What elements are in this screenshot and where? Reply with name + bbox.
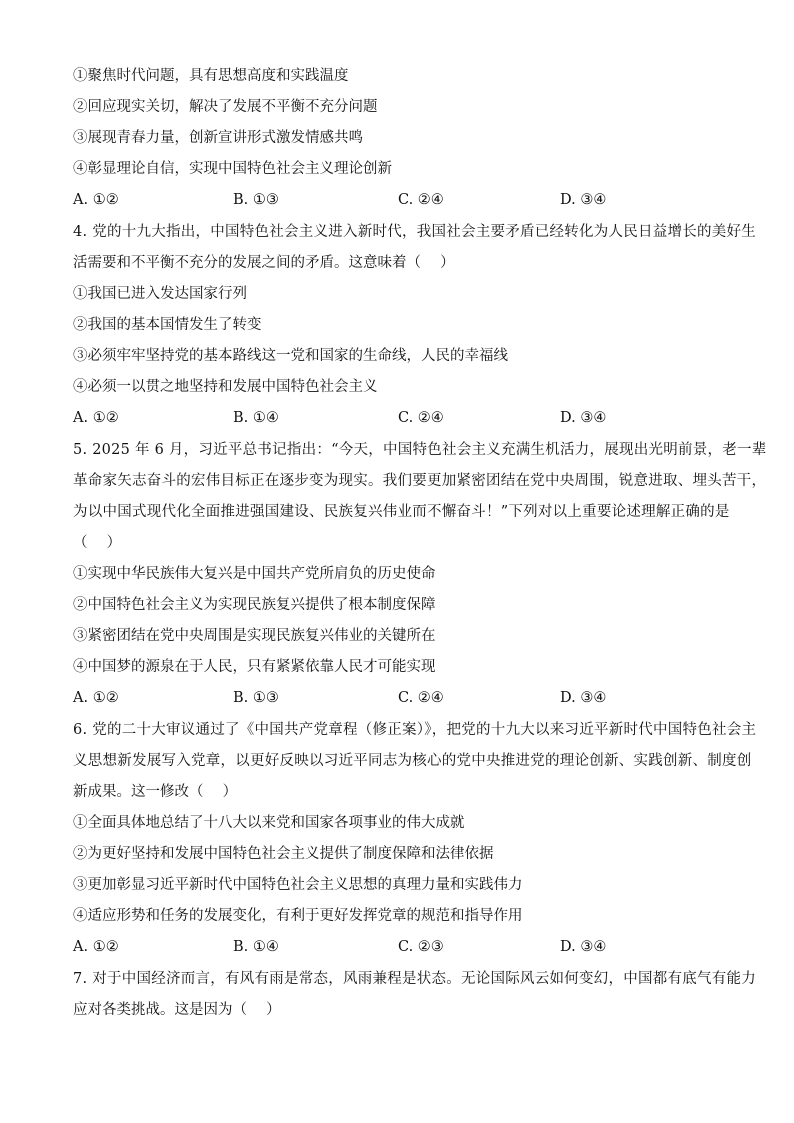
q5-stem-line-4: （ ）	[73, 535, 122, 551]
q7-stem-line-1: 7. 对于中国经济而言，有风有雨是常态，风雨兼程是状态。无论国际风云如何变幻，中国都有底气有能力	[73, 971, 756, 987]
q3-statement-1: ①聚焦时代问题，具有思想高度和实践温度	[73, 68, 349, 84]
q6-statement-2: ②为更好坚持和发展中国特色社会主义提供了制度保障和法律依据	[73, 846, 494, 862]
q5-stem-line-3: 为以中国式现代化全面推进强国建设、民族复兴伟业而不懈奋斗！”下列对以上重要论述理解正确的是	[73, 504, 730, 520]
q5-option-c[interactable]: C. ②④	[398, 690, 444, 706]
q3-statement-2: ②回应现实关切，解决了发展不平衡不充分问题	[73, 99, 378, 115]
q3-option-d[interactable]: D. ③④	[560, 192, 607, 208]
q4-option-d[interactable]: D. ③④	[560, 410, 607, 426]
q5-statement-1: ①实现中华民族伟大复兴是中国共产党所肩负的历史使命	[73, 566, 436, 582]
q4-option-a[interactable]: A. ①②	[73, 410, 119, 426]
q5-option-a[interactable]: A. ①②	[73, 690, 119, 706]
q3-option-c[interactable]: C. ②④	[398, 192, 444, 208]
q6-option-b[interactable]: B. ①④	[233, 939, 279, 955]
q3-option-a[interactable]: A. ①②	[73, 192, 119, 208]
q5-stem-line-2: 革命家矢志奋斗的宏伟目标正在逐步变为现实。我们要更加紧密团结在党中央周围，锐意进取、埋头苦干，	[73, 473, 767, 489]
q6-stem-line-3: 新成果。这一修改（ ）	[73, 784, 238, 800]
q6-option-c[interactable]: C. ②③	[398, 939, 444, 955]
q6-options	[73, 937, 733, 957]
q6-statement-4: ④适应形势和任务的发展变化，有利于更好发挥党章的规范和指导作用	[73, 908, 523, 924]
q4-statement-2: ②我国的基本国情发生了转变	[73, 317, 262, 333]
q5-option-b[interactable]: B. ①③	[233, 690, 279, 706]
q7-stem-line-2: 应对各类挑战。这是因为（ ）	[73, 1002, 281, 1018]
q5-statement-2: ②中国特色社会主义为实现民族复兴提供了根本制度保障	[73, 597, 436, 613]
q5-option-d[interactable]: D. ③④	[560, 690, 607, 706]
q4-options	[73, 408, 733, 428]
q6-statement-3: ③更加彰显习近平新时代中国特色社会主义思想的真理力量和实践伟力	[73, 877, 523, 893]
q4-statement-1: ①我国已进入发达国家行列	[73, 286, 247, 302]
q4-stem-line-1: 4. 党的十九大指出，中国特色社会主义进入新时代，我国社会主要矛盾已经转化为人民日益增长的美好生	[73, 224, 756, 240]
q6-option-a[interactable]: A. ①②	[73, 939, 119, 955]
q6-stem-line-2: 义思想新发展写入党章，以更好反映以习近平同志为核心的党中央推进党的理论创新、实践创新、制度创	[73, 753, 752, 769]
q3-statement-4: ④彰显理论自信，实现中国特色社会主义理论创新	[73, 161, 392, 177]
q5-statement-4: ④中国梦的源泉在于人民，只有紧紧依靠人民才可能实现	[73, 659, 436, 675]
q6-statement-1: ①全面具体地总结了十八大以来党和国家各项事业的伟大成就	[73, 815, 465, 831]
q3-option-b[interactable]: B. ①③	[233, 192, 279, 208]
q4-option-b[interactable]: B. ①④	[233, 410, 279, 426]
q4-stem-line-2: 活需要和不平衡不充分的发展之间的矛盾。这意味着（ ）	[73, 255, 455, 271]
q4-option-c[interactable]: C. ②④	[398, 410, 444, 426]
q5-statement-3: ③紧密团结在党中央周围是实现民族复兴伟业的关键所在	[73, 628, 436, 644]
q5-stem-line-1: 5. 2025 年 6 月，习近平总书记指出：“今天，中国特色社会主义充满生机活力，展现出光明前景，老一辈	[73, 442, 767, 458]
q6-stem-line-1: 6. 党的二十大审议通过了《中国共产党章程（修正案）》，把党的十九大以来习近平新时代中国特色社会主	[73, 722, 757, 738]
q4-statement-4: ④必须一以贯之地坚持和发展中国特色社会主义	[73, 379, 378, 395]
q5-options	[73, 688, 733, 708]
q3-statement-3: ③展现青春力量，创新宣讲形式激发情感共鸣	[73, 130, 363, 146]
q6-option-d[interactable]: D. ③④	[560, 939, 607, 955]
q3-options	[73, 190, 733, 210]
q4-statement-3: ③必须牢牢坚持党的基本路线这一党和国家的生命线，人民的幸福线	[73, 348, 508, 364]
